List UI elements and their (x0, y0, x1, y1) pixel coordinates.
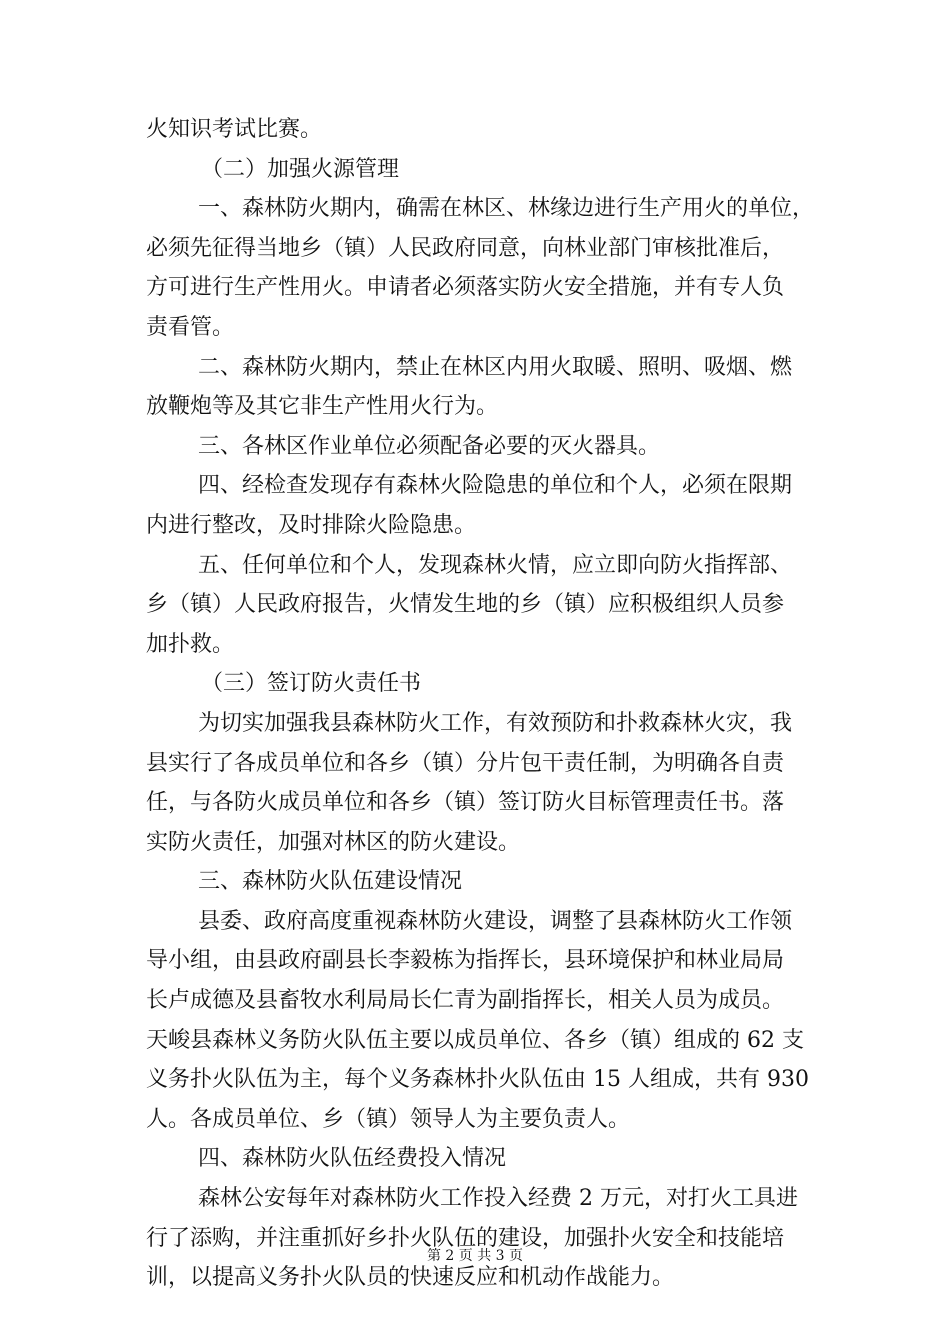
text-line: 四、森林防火队伍经费投入情况 (198, 1146, 507, 1172)
text-line: 为切实加强我县森林防火工作，有效预防和扑救森林火灾，我 (198, 710, 793, 736)
text-line: 天峻县森林义务防火队伍主要以成员单位、各乡（镇）组成的 62 支 (146, 1027, 804, 1053)
text-line: 方可进行生产性用火。申请者必须落实防火安全措施，并有专人负 (146, 275, 785, 301)
page-footer (0, 1247, 950, 1265)
text-line: 义务扑火队伍为主，每个义务森林扑火队伍由 15 人组成，共有 930 (146, 1067, 809, 1093)
text-line: 导小组，由县政府副县长李毅栋为指挥长，县环境保护和林业局局 (146, 948, 785, 974)
text-line: 加扑救。 (146, 631, 235, 657)
text-line: 人。各成员单位、乡（镇）领导人为主要负责人。 (146, 1106, 631, 1132)
text-line: 长卢成德及县畜牧水利局局长仁青为副指挥长，相关人员为成员。 (146, 988, 785, 1014)
text-line: 内进行整改，及时排除火险隐患。 (146, 512, 477, 538)
text-line: 森林公安每年对森林防火工作投入经费 2 万元，对打火工具进 (198, 1186, 798, 1212)
text-line: 放鞭炮等及其它非生产性用火行为。 (146, 394, 499, 420)
text-line: 三、各林区作业单位必须配备必要的灭火器具。 (198, 433, 661, 459)
text-line: 三、森林防火队伍建设情况 (198, 869, 463, 895)
text-line: 县委、政府高度重视森林防火建设，调整了县森林防火工作领 (198, 908, 793, 934)
document-body (146, 110, 816, 1298)
text-line: 任，与各防火成员单位和各乡（镇）签订防火目标管理责任书。落 (146, 790, 785, 816)
section-heading: （三）签订防火责任书 (201, 671, 422, 697)
text-line: 训，以提高义务扑火队员的快速反应和机动作战能力。 (146, 1265, 675, 1291)
text-line: 一、森林防火期内，确需在林区、林缘边进行生产用火的单位， (198, 196, 815, 222)
text-line: 责看管。 (146, 314, 235, 340)
text-line: 县实行了各成员单位和各乡（镇）分片包干责任制，为明确各自责 (146, 750, 785, 776)
text-line: 乡（镇）人民政府报告，火情发生地的乡（镇）应积极组织人员参 (146, 592, 785, 618)
text-line: 必须先征得当地乡（镇）人民政府同意，向林业部门审核批准后， (146, 235, 785, 261)
text-line: 四、经检查发现存有森林火险隐患的单位和个人，必须在限期 (198, 473, 793, 499)
section-heading: （二）加强火源管理 (201, 156, 400, 182)
page-number: 第 2 页 共 3 页 (426, 1248, 524, 1264)
text-line: 二、森林防火期内，禁止在林区内用火取暖、照明、吸烟、燃 (198, 354, 793, 380)
text-line: 火知识考试比赛。 (146, 117, 323, 142)
text-line: 五、任何单位和个人，发现森林火情，应立即向防火指挥部、 (198, 552, 793, 578)
text-line: 实防火责任，加强对林区的防火建设。 (146, 829, 521, 855)
text-line: 行了添购，并注重抓好乡扑火队伍的建设，加强扑火安全和技能培 (146, 1225, 785, 1251)
